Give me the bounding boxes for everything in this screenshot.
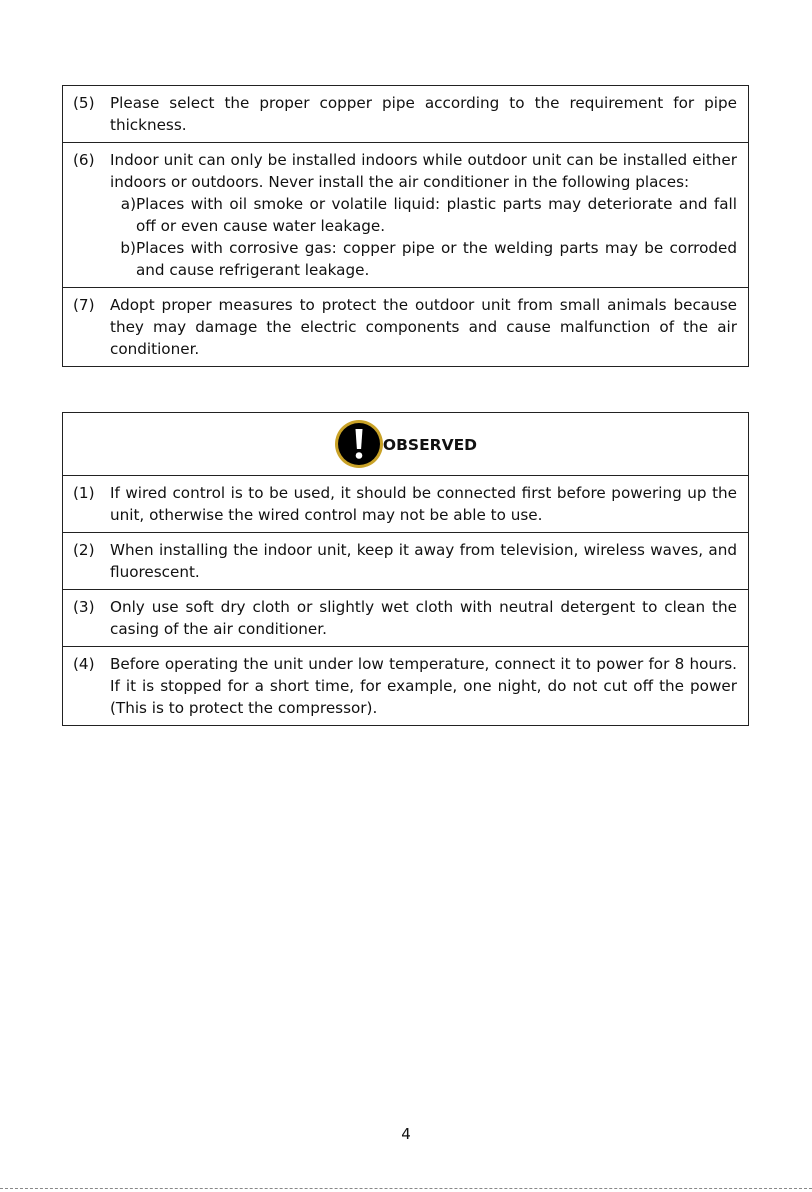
caution-row-7 — [63, 287, 748, 366]
page-number: 4 — [401, 1125, 411, 1143]
item-text: Before operating the unit under low temperature, connect it to power for 8 hours. If it is stopped for a short time, for example, one night, do not cut off the power (This is to protect the compressor). — [110, 655, 737, 717]
item-number: (7) — [73, 296, 95, 314]
item-text: Please select the proper copper pipe according to the requirement for pipe thickness. — [110, 94, 737, 134]
observed-row-1 — [63, 475, 748, 532]
subitem-label: b) — [120, 239, 136, 257]
item-text: Indoor unit can only be installed indoors while outdoor unit can be installed either indoors or outdoors. Never install the air conditioner in the following places: — [110, 151, 737, 191]
subitem-b — [110, 237, 737, 281]
observed-row-2 — [63, 532, 748, 589]
observed-heading: OBSERVED — [382, 436, 478, 454]
item-text: If wired control is to be used, it should be connected first before powering up the unit, otherwise the wired control may not be able to use. — [110, 484, 737, 524]
caution-row-6 — [63, 142, 748, 287]
observed-row-3 — [63, 589, 748, 646]
caution-row-5 — [63, 86, 748, 142]
item-text: When installing the indoor unit, keep it away from television, wireless waves, and fluorescent. — [110, 541, 737, 581]
item-number: (2) — [73, 541, 95, 559]
subitem-text: Places with oil smoke or volatile liquid: plastic parts may deteriorate and fall off or even cause water leakage. — [136, 195, 737, 235]
item-number: (5) — [73, 94, 95, 112]
item-number: (1) — [73, 484, 95, 502]
subitem-text: Places with corrosive gas: copper pipe or the welding parts may be corroded and cause refrigerant leakage. — [136, 239, 737, 279]
subitem-label: a) — [120, 195, 136, 213]
observed-table — [62, 412, 749, 726]
item-text: Adopt proper measures to protect the outdoor unit from small animals because they may damage the electric components and cause malfunction of the air conditioner. — [110, 296, 737, 358]
observed-header — [63, 413, 748, 475]
subitem-a — [110, 193, 737, 237]
item-text: Only use soft dry cloth or slightly wet cloth with neutral detergent to clean the casing of the air conditioner. — [110, 598, 737, 638]
cautions-table — [62, 85, 749, 367]
item-number: (6) — [73, 151, 95, 169]
observed-row-4 — [63, 646, 748, 725]
item-number: (3) — [73, 598, 95, 616]
item-number: (4) — [73, 655, 95, 673]
bottom-rule — [0, 1188, 812, 1189]
exclamation-icon — [334, 419, 384, 469]
